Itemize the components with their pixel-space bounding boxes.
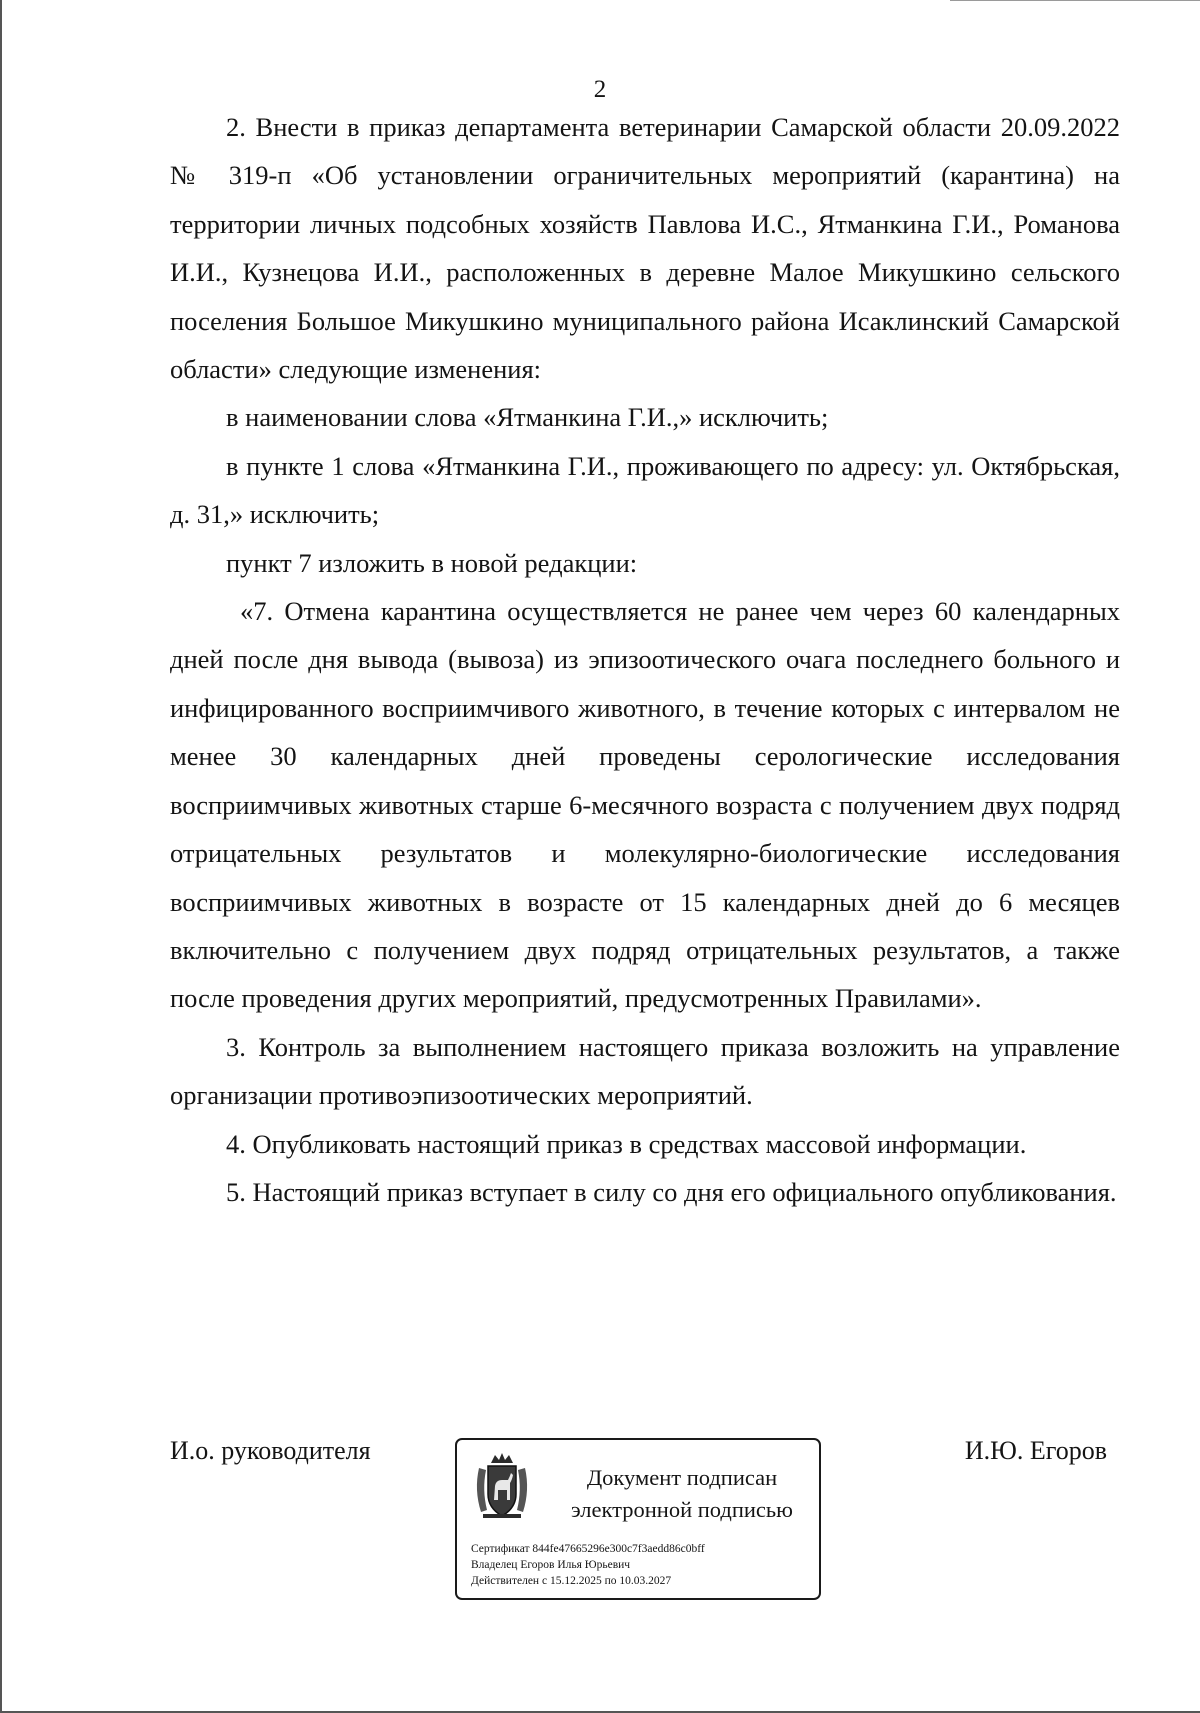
esign-owner: Владелец Егоров Илья Юрьевич [471,1559,631,1571]
esign-certificate: Сертификат 844fe47665296e300c7f3aedd86c0bff [471,1543,705,1555]
paragraph-item-2: 2. Внести в приказ департамента ветеринарии Самарской области 20.09.2022 № 319-п «Об установлении ограничительных мероприятий (карантина) на территории личных подсобных хозяйств Павлова И.С., Ятманкина Г.И., Романова И.И., Кузнецова И.И., расположенных в деревне Малое Микушкино сельского поселения Большое Микушкино муниципального района Исаклинский Самарской области» следующие изменения: [170,112,1120,385]
signer-name: И.Ю. Егоров [964,1436,1107,1465]
electronic-signature-stamp [455,1438,821,1600]
paragraph-item-4: 4. Опубликовать настоящий приказ в средствах массовой информации. [226,1128,1027,1159]
document-body [170,103,1120,1216]
paragraph-point-1-change: в пункте 1 слова «Ятманкина Г.И., проживающего по адресу: ул. Октябрьская, д. 31,» исключить; [170,450,1120,530]
paragraph-item-3: 3. Контроль за выполнением настоящего приказа возложить на управление организации противоэпизоотических мероприятий. [170,1031,1120,1111]
esign-title-line-1: Документ подписан [586,1465,778,1490]
esign-title-line-2: электронной подписью [571,1497,793,1522]
esign-validity: Действителен с 15.12.2025 по 10.03.2027 [471,1575,672,1587]
signer-position: И.о. руководителя [170,1436,371,1465]
scan-edge-top [950,0,1200,1]
coat-of-arms-icon [471,1450,533,1522]
signature-block [170,1436,1120,1604]
paragraph-item-5: 5. Настоящий приказ вступает в силу со дня его официального опубликования. [226,1176,1117,1207]
paragraph-name-change: в наименовании слова «Ятманкина Г.И.,» исключить; [226,402,829,433]
paragraph-point-7-intro: пункт 7 изложить в новой редакции: [226,547,638,578]
page-number: 2 [593,76,607,103]
scan-edge-left [0,0,2,1713]
esign-title [547,1462,817,1526]
esign-details [471,1541,705,1589]
paragraph-point-7-text: «7. Отмена карантина осуществляется не ранее чем через 60 календарных дней после дня вывода (вывоза) из эпизоотического очага последнего больного и инфицированного восприимчивого животного, в течение которых с интервалом не менее 30 календарных дней проведены серологические исследования восприимчивых животных старше 6-месячного возраста с получением двух подряд отрицательных результатов и молекулярно-биологические исследования восприимчивых животных в возрасте от 15 календарных дней до 6 месяцев включительно с получением двух подряд отрицательных результатов, а также после проведения других мероприятий, предусмотренных Правилами». [170,596,1120,1014]
